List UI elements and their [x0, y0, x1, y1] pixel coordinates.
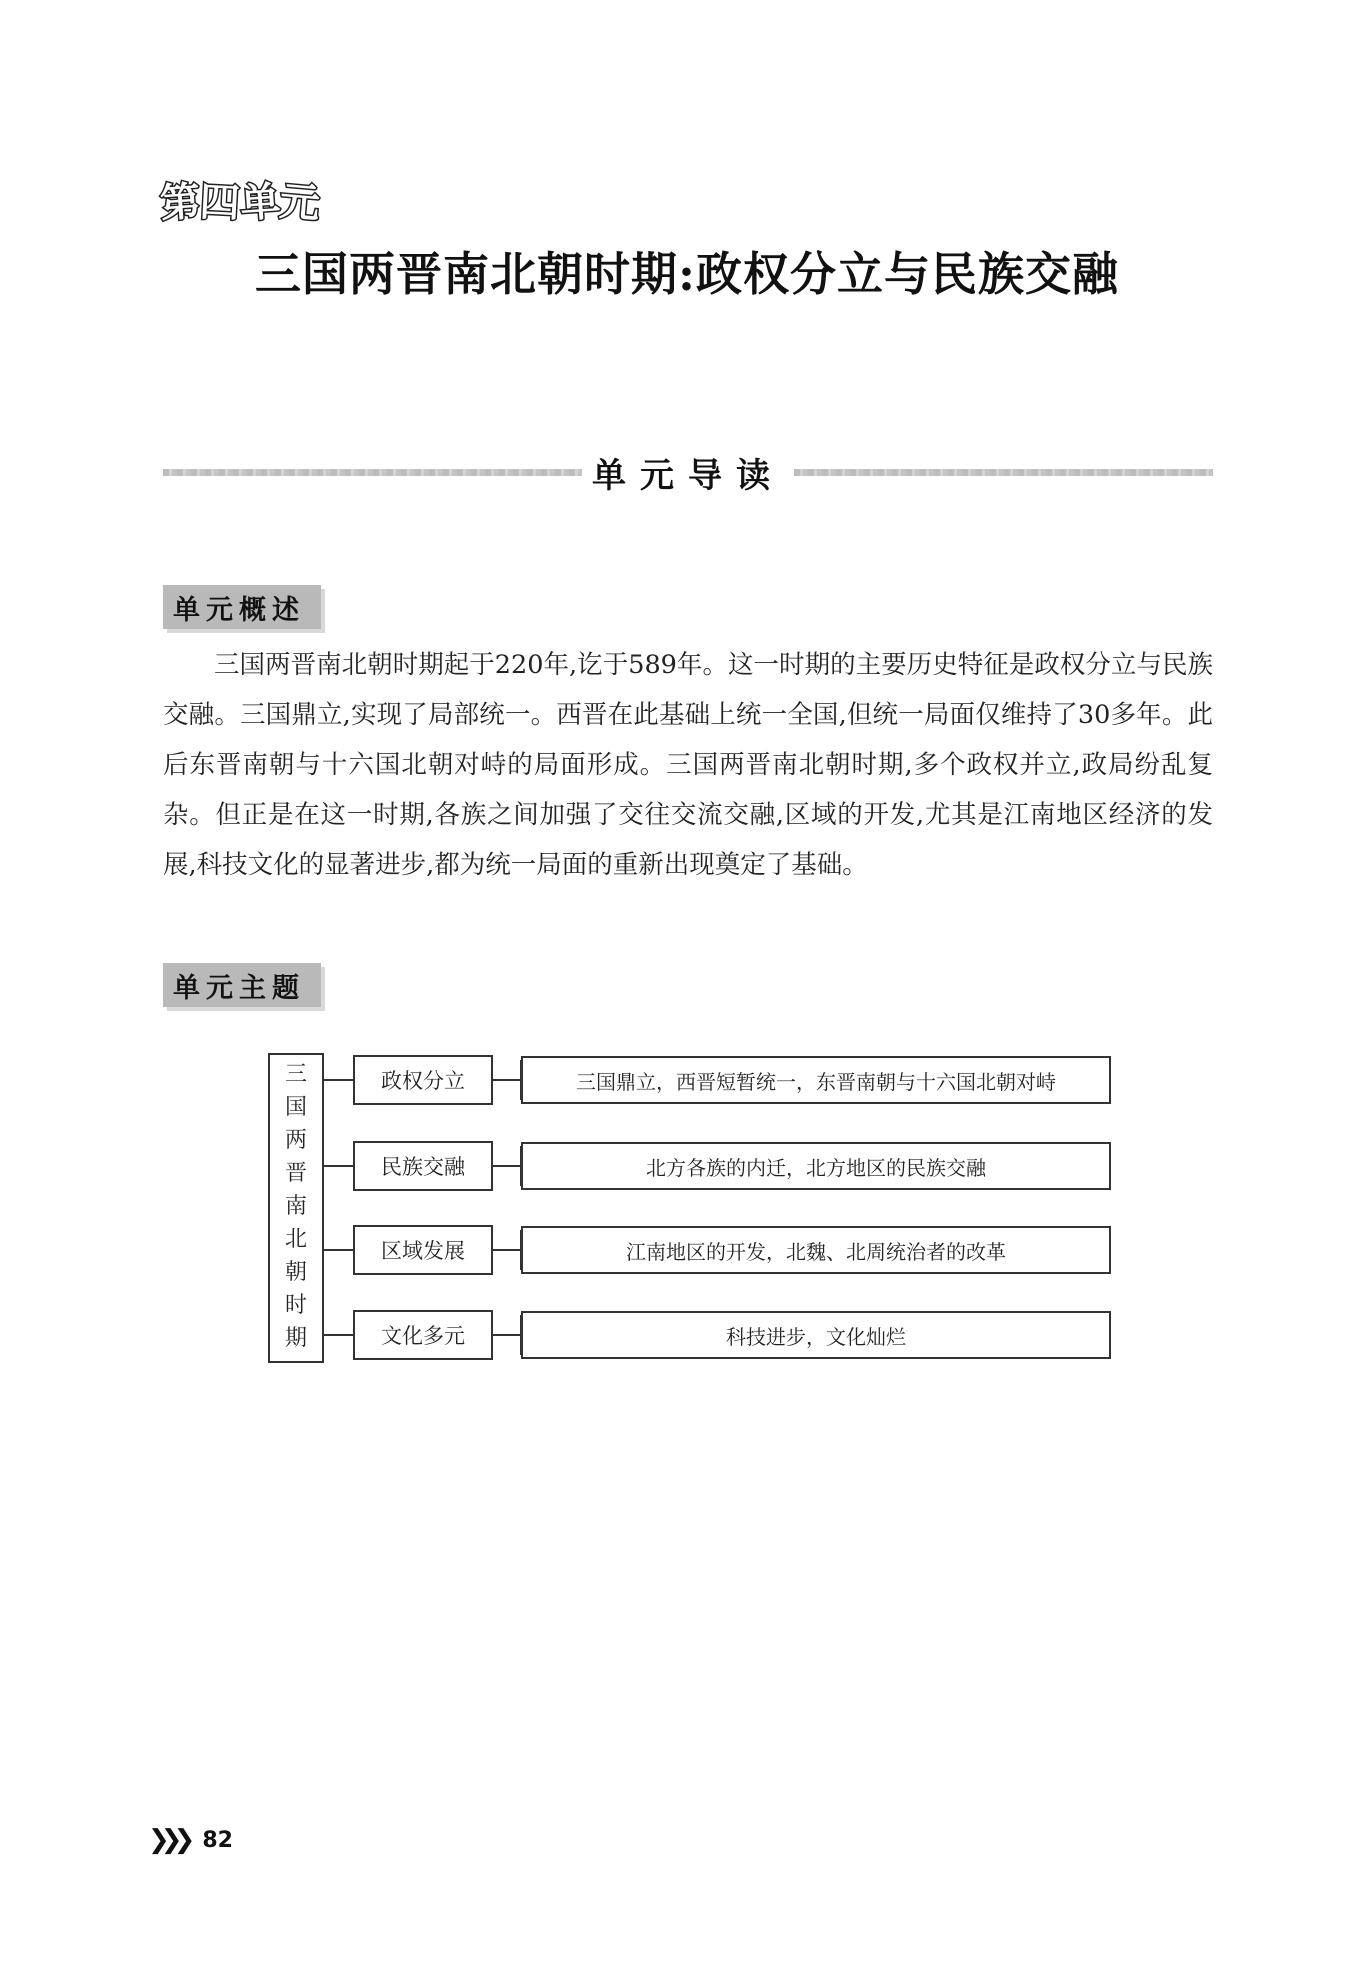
connector-root-cat [324, 1334, 353, 1336]
overview-tag [163, 585, 321, 629]
theme-category: 民族交融 [353, 1141, 493, 1191]
root-char: 时 [284, 1293, 307, 1318]
theme-category: 文化多元 [353, 1310, 493, 1360]
page-number-value: 82 [202, 1827, 233, 1853]
root-char: 三 [284, 1062, 307, 1087]
connector-root-cat [324, 1165, 353, 1167]
connector-cat-desc [493, 1334, 521, 1336]
section-divider [163, 452, 1213, 496]
root-char: 南 [284, 1194, 307, 1219]
theme-description: 江南地区的开发，北魏、北周统治者的改革 [521, 1226, 1111, 1274]
theme-tag [163, 963, 321, 1007]
theme-tag-label: 单元主题 [173, 972, 305, 1004]
theme-diagram [268, 1053, 1111, 1368]
unit-label-char: 第 [158, 178, 200, 227]
divider-bar-right [794, 469, 1213, 476]
unit-label-char: 元 [277, 177, 320, 228]
overview-tag-label: 单元概述 [173, 594, 305, 626]
root-char: 北 [284, 1227, 307, 1252]
diagram-root-box [268, 1053, 324, 1363]
unit-label-char: 四 [198, 178, 239, 227]
theme-category: 区域发展 [353, 1225, 493, 1275]
unit-label [160, 168, 350, 230]
section-heading: 单元导读 [592, 455, 784, 496]
connector-root-cat [324, 1079, 353, 1081]
overview-text: 三国两晋南北朝时期起于220年,讫于589年。这一时期的主要历史特征是政权分立与民族交融。三国鼎立,实现了局部统一。西晋在此基础上统一全国,但统一局面仅维持了30多年。此后东晋南朝与十六国北朝对峙的局面形成。三国两晋南北朝时期,多个政权并立,政局纷乱复杂。但正是在这一时期,各族之间加强了交往交流交融,区域的开发,尤其是江南地区经济的发展,科技文化的显著进步,都为统一局面的重新出现奠定了基础。 [163, 650, 1213, 880]
unit-title: 三国两晋南北朝时期:政权分立与民族交融 [255, 247, 1119, 301]
theme-description: 北方各族的内迁，北方地区的民族交融 [521, 1142, 1111, 1190]
theme-description: 三国鼎立，西晋短暂统一，东晋南朝与十六国北朝对峙 [521, 1056, 1111, 1104]
theme-description: 科技进步，文化灿烂 [521, 1311, 1111, 1359]
unit-label-char: 单 [238, 178, 280, 227]
root-char: 两 [284, 1128, 307, 1153]
divider-bar-left [163, 469, 582, 476]
root-char: 晋 [284, 1161, 307, 1186]
connector-cat-desc [493, 1165, 521, 1167]
connector-cat-desc [493, 1249, 521, 1251]
page-number [148, 1820, 233, 1860]
chevrons-icon: ❯❯❯ [148, 1825, 187, 1855]
root-char: 朝 [284, 1260, 307, 1285]
theme-category: 政权分立 [353, 1055, 493, 1105]
connector-root-cat [324, 1249, 353, 1251]
root-char: 期 [284, 1326, 307, 1351]
root-char: 国 [284, 1095, 307, 1120]
connector-cat-desc [493, 1079, 521, 1081]
